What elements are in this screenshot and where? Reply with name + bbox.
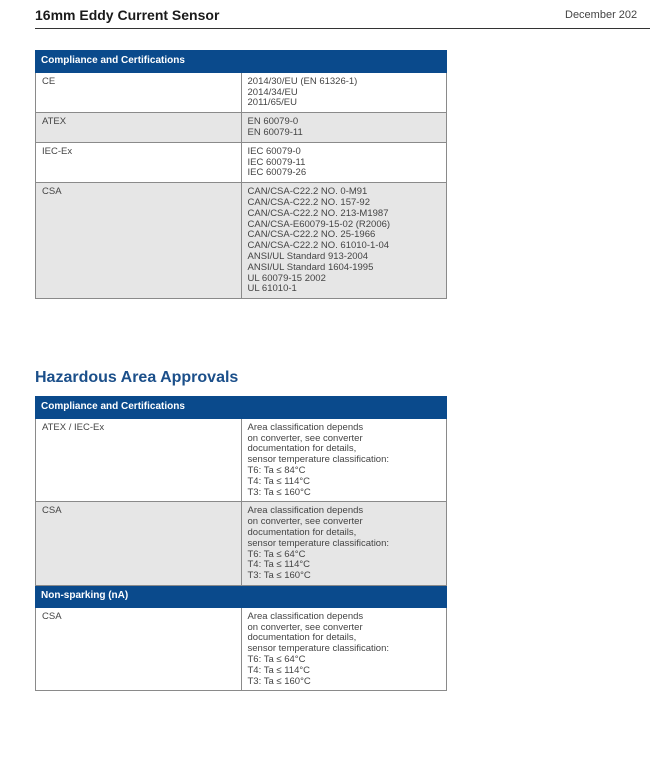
value-line: T3: Ta ≤ 160°C [247, 486, 311, 498]
value-line: sensor temperature classification: [247, 454, 390, 466]
value-line: T4: Ta ≤ 114°C [247, 475, 311, 487]
value-line: 2014/34/EU [247, 86, 298, 98]
row-label: CE [36, 72, 242, 112]
row-label: CSA [36, 183, 242, 299]
value-line: documentation for details, [247, 632, 357, 644]
compliance-table-header-row [36, 51, 447, 73]
value-line: CAN/CSA-C22.2 NO. 61010-1-04 [247, 240, 390, 252]
value-line: 2011/65/EU [247, 97, 297, 109]
value-line: CAN/CSA-C22.2 NO. 0-M91 [247, 186, 368, 198]
value-line: Area classification depends [247, 610, 364, 622]
table-row [36, 502, 447, 586]
row-value [241, 72, 447, 112]
value-line: documentation for details, [247, 526, 357, 538]
hazardous-approvals-table [35, 396, 447, 691]
value-line: EN 60079-0 [247, 116, 299, 128]
hazardous-table-header-row [36, 397, 447, 419]
value-line: T6: Ta ≤ 84°C [247, 464, 306, 476]
value-line: Area classification depends [247, 421, 364, 433]
table-row [36, 418, 447, 502]
value-line: UL 61010-1 [247, 283, 297, 295]
row-value [241, 418, 447, 502]
value-line: CAN/CSA-C22.2 NO. 157-92 [247, 196, 370, 208]
value-line: on converter, see converter [247, 516, 363, 528]
table-row [36, 113, 447, 143]
value-line: ANSI/UL Standard 913-2004 [247, 250, 369, 262]
value-line: 2014/30/EU (EN 61326-1) [247, 75, 358, 87]
row-label: CSA [36, 502, 242, 586]
value-line: IEC 60079-11 [247, 156, 306, 168]
value-line: T4: Ta ≤ 114°C [247, 559, 311, 571]
value-line: on converter, see converter [247, 621, 363, 633]
value-line: documentation for details, [247, 443, 357, 455]
value-line: UL 60079-15 2002 [247, 272, 326, 284]
document-title: 16mm Eddy Current Sensor [35, 7, 220, 23]
row-value [241, 113, 447, 143]
row-value [241, 183, 447, 299]
value-line: sensor temperature classification: [247, 643, 390, 655]
row-label: ATEX [36, 113, 242, 143]
hazardous-table-header: Compliance and Certifications [36, 397, 447, 419]
document-date: December 202 [565, 9, 638, 21]
table-row [36, 607, 447, 691]
table-row [36, 72, 447, 112]
value-line: CAN/CSA-C22.2 NO. 25-1966 [247, 229, 376, 241]
value-line: IEC 60079-26 [247, 167, 307, 179]
compliance-table [35, 50, 447, 299]
row-label: IEC-Ex [36, 142, 242, 182]
value-line: T6: Ta ≤ 64°C [247, 548, 306, 560]
row-label: ATEX / IEC-Ex [36, 418, 242, 502]
compliance-table-header: Compliance and Certifications [36, 51, 447, 73]
value-line: CAN/CSA-E60079-15-02 (R2006) [247, 218, 391, 230]
value-line: IEC 60079-0 [247, 145, 301, 157]
row-value [241, 142, 447, 182]
value-line: T6: Ta ≤ 64°C [247, 653, 306, 665]
value-line: CAN/CSA-C22.2 NO. 213-M1987 [247, 207, 389, 219]
section-heading: Hazardous Area Approvals [35, 369, 239, 386]
row-value [241, 607, 447, 691]
value-line: EN 60079-11 [247, 126, 303, 138]
value-line: ANSI/UL Standard 1604-1995 [247, 261, 374, 273]
table-row [36, 183, 447, 299]
row-label: CSA [36, 607, 242, 691]
non-sparking-header: Non-sparking (nA) [36, 585, 447, 607]
value-line: T3: Ta ≤ 160°C [247, 675, 311, 687]
value-line: T4: Ta ≤ 114°C [247, 664, 311, 676]
non-sparking-header-row [36, 585, 447, 607]
value-line: Area classification depends [247, 505, 364, 517]
row-value [241, 502, 447, 586]
value-line: sensor temperature classification: [247, 537, 390, 549]
value-line: on converter, see converter [247, 432, 363, 444]
table-row [36, 142, 447, 182]
value-line: T3: Ta ≤ 160°C [247, 570, 311, 582]
page-header [35, 7, 650, 29]
